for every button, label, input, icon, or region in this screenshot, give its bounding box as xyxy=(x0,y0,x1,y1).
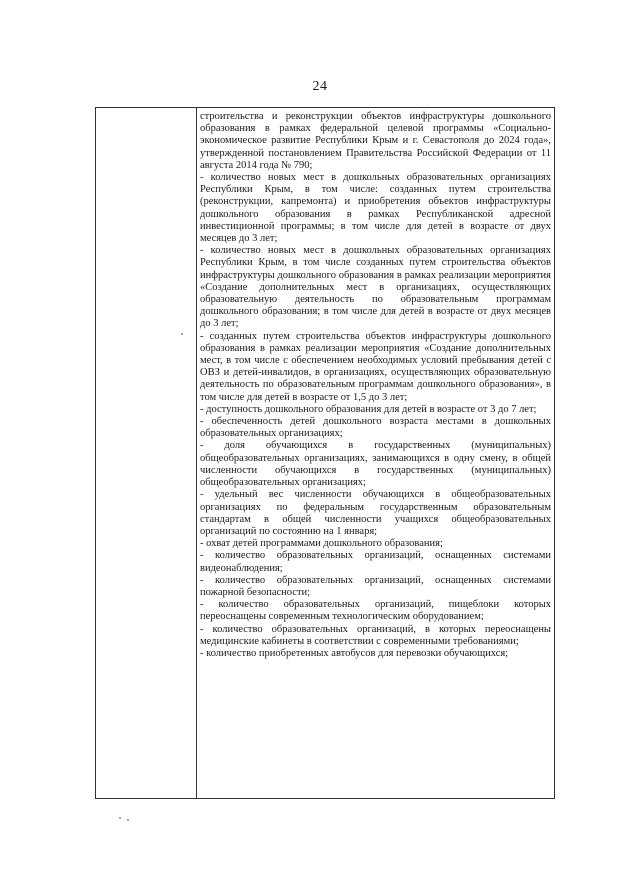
paragraph-7: - удельный вес численности обучающихся в общеобразовательных организациях по федеральным государственным образовательным стандартам в общей численности учащихся общеобразовательных организаций по состоянию на 1 января; xyxy=(200,489,551,537)
scan-speck xyxy=(119,817,121,819)
paragraph-2: - количество новых мест в дошкольных образовательных организациях Республики Крым, в том числе созданных путем строительства объектов инфраструктуры дошкольного образования в рамках реализации мероприятия «Создание дополнительных мест в организациях, осуществляющих образовательную деятельность по образовательным программам дошкольного образования; в том числе для детей в возрасте от двух месяцев до 3 лет; xyxy=(200,245,551,330)
paragraph-8: - охват детей программами дошкольного образования; xyxy=(200,538,443,550)
paragraph-9: - количество образовательных организаций, оснащенных системами видеонаблюдения; xyxy=(200,550,551,574)
page-number: 24 xyxy=(312,79,328,94)
paragraph-12: - количество образовательных организаций, в которых переоснащены медицинские кабинеты в соответствии с современными требованиями; xyxy=(200,623,551,647)
document-table xyxy=(95,107,555,799)
paragraph-1: - количество новых мест в дошкольных образовательных организациях Республики Крым, в том числе: созданных путем строительства (реконструкции, капремонта) и приобретения объектов инфраструктуры дошкольного образования в рамках Республиканской адресной инвестиционной программы; в том числе для детей в возрасте от двух месяцев до 3 лет; xyxy=(200,172,551,245)
paragraph-10: - количество образовательных организаций, оснащенных системами пожарной безопасности; xyxy=(200,574,551,598)
scan-speck xyxy=(127,819,129,821)
paragraph-3: - созданных путем строительства объектов инфраструктуры дошкольного образования в рамках реализации мероприятия «Создание дополнительных мест, в том числе с обеспечением необходимых условий пребывания детей с ОВЗ и детей-инвалидов, в организациях, осуществляющих образовательную деятельность по образовательным программам дошкольного образования», в том числе для детей в возрасте от 1,5 до 3 лет; xyxy=(200,330,551,403)
paragraph-4: - доступность дошкольного образования для детей в возрасте от 3 до 7 лет; xyxy=(200,403,537,415)
table-left-column xyxy=(96,108,197,798)
paragraph-11: - количество образовательных организаций, пищеблоки которых переоснащены современным технологическим оборудованием; xyxy=(200,599,551,623)
table-right-column xyxy=(197,108,554,798)
paragraph-5: - обеспеченность детей дошкольного возраста местами в дошкольных образовательных организациях; xyxy=(200,416,551,440)
paragraph-6: - доля обучающихся в государственных (муниципальных) общеобразовательных организациях, занимающихся в одну смену, в общей численности обучающихся в государственных (муниципальных) общеобразовательных организациях; xyxy=(200,440,551,489)
scan-speck xyxy=(181,333,183,335)
paragraph-0: строительства и реконструкции объектов инфраструктуры дошкольного образования в рамках федеральной целевой программы «Социально-экономическое развитие Республики Крым и г. Севастополя до 2024 года», утвержденной постановлением Правительства Российской Федерации от 11 августа 2014 года № 790; xyxy=(200,111,551,171)
paragraph-13: - количество приобретенных автобусов для перевозки обучающихся; xyxy=(200,647,509,659)
